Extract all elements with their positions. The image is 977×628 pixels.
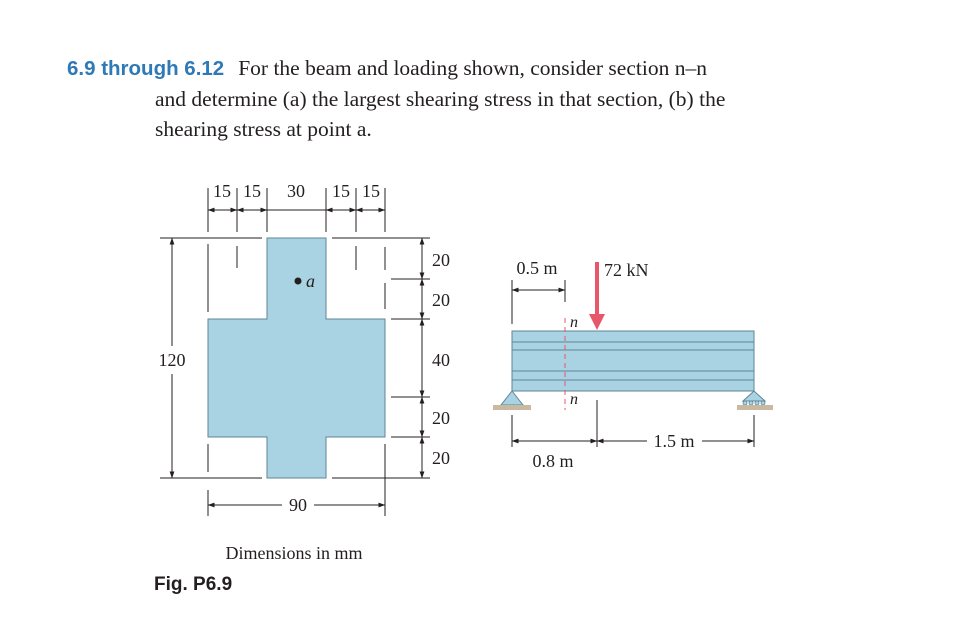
problem-text-line-1: For the beam and loading shown, consider section n–n [238, 56, 707, 80]
beam-body [512, 331, 754, 391]
height-dim-label: 120 [158, 350, 186, 370]
right-dim-5: 20 [432, 448, 450, 468]
right-dim-3: 40 [432, 350, 450, 370]
right-roller-support [737, 391, 773, 410]
dim-bottom [512, 400, 754, 447]
top-dim-1: 15 [213, 181, 231, 201]
point-a-label: a [306, 271, 315, 291]
top-dim-2: 15 [243, 181, 261, 201]
dim-0-5m-label: 0.5 m [516, 258, 558, 278]
dim-1-5m-label: 1.5 m [653, 431, 695, 451]
dim-0-8m-label: 0.8 m [532, 451, 574, 471]
problem-line-3: shearing stress at point a. [155, 117, 372, 141]
left-pin-support [493, 391, 531, 410]
section-label-bottom: n [570, 391, 578, 408]
dimensions-caption: Dimensions in mm [225, 543, 363, 563]
point-a-marker [295, 278, 302, 285]
section-label-top: n [570, 314, 578, 331]
width-dim-label: 90 [289, 495, 307, 515]
top-dim-3: 30 [287, 181, 305, 201]
load-label: 72 kN [604, 260, 649, 280]
beam-diagram [493, 258, 773, 471]
top-dim-5: 15 [362, 181, 380, 201]
cross-section-shape [208, 238, 385, 478]
load-arrow [589, 262, 605, 330]
top-dim-4: 15 [332, 181, 350, 201]
figure-label: Fig. P6.9 [154, 574, 233, 595]
right-dim-2: 20 [432, 290, 450, 310]
right-dim-4: 20 [432, 408, 450, 428]
right-dim-1: 20 [432, 250, 450, 270]
dim-0-5m [512, 280, 565, 324]
problem-number: 6.9 through 6.12 [67, 57, 225, 80]
problem-line-2: and determine (a) the largest shearing stress in that section, (b) the [155, 87, 726, 111]
cross-section [159, 181, 451, 563]
